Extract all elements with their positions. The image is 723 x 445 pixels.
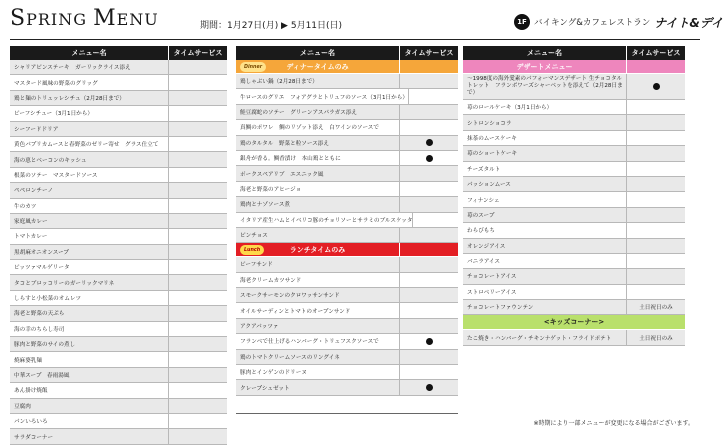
menu-item-name: ～1998度の海外愛素のパフォーマンスデザート 生チョコタルトレット フランボワーズシャーベットを添えて（2月28日まで） bbox=[463, 74, 627, 99]
table-row bbox=[10, 183, 227, 198]
menu-item-name: ストロベリーアイス bbox=[463, 285, 627, 299]
time-service-cell bbox=[169, 260, 227, 274]
time-service-dot-icon bbox=[653, 83, 660, 90]
menu-column-dinner-lunch bbox=[236, 46, 458, 414]
time-service-cell bbox=[169, 91, 227, 105]
table-row bbox=[10, 275, 227, 290]
time-service-cell bbox=[169, 291, 227, 305]
time-service-cell: 土日祝日のみ bbox=[639, 305, 673, 312]
table-row bbox=[463, 254, 685, 269]
menu-item-name: たこ焼き・ハンバーグ・チキンナゲット・フライドポテト bbox=[463, 330, 627, 344]
table-row bbox=[10, 137, 227, 152]
menu-item-name: チーズタルト bbox=[463, 162, 627, 176]
time-service-cell bbox=[400, 228, 458, 242]
time-service-cell bbox=[627, 192, 685, 206]
time-service-cell bbox=[400, 166, 458, 180]
menu-item-name: アクアパッツァ bbox=[236, 319, 400, 333]
dinner-menu-list bbox=[236, 74, 458, 243]
time-service-cell bbox=[627, 115, 685, 129]
kids-section-label: <キッズコーナー> bbox=[543, 318, 605, 327]
time-service-cell bbox=[627, 269, 685, 283]
menu-item-name: 中華スープ 春雨湯風 bbox=[10, 368, 169, 382]
menu-item-name: 苺のショートケーキ bbox=[463, 146, 627, 160]
time-service-cell bbox=[169, 106, 227, 120]
kids-section-header bbox=[463, 315, 685, 330]
menu-item-name: 鶏のタルタル 野菜と粒ソース添え bbox=[236, 136, 400, 150]
time-service-cell bbox=[400, 334, 458, 348]
time-service-cell bbox=[169, 60, 227, 74]
dessert-section-header bbox=[463, 60, 685, 74]
footnote: ※時期により一部メニューが変更になる場合がございます。 bbox=[533, 420, 694, 427]
menu-item-name: オイルサーディンとトマトのオープンサンド bbox=[236, 303, 400, 317]
time-service-cell bbox=[169, 429, 227, 443]
time-service-cell bbox=[409, 89, 458, 103]
time-service-cell bbox=[627, 223, 685, 237]
time-service-cell bbox=[400, 257, 458, 271]
header-rule bbox=[10, 39, 700, 40]
menu-item-name: フィナンシェ bbox=[463, 192, 627, 206]
menu-item-name: シャリアピンステーキ ガーリックライス添え bbox=[10, 60, 169, 74]
table-row bbox=[463, 100, 685, 115]
time-service-cell bbox=[400, 74, 458, 88]
menu-item-name: 苺のスープ bbox=[463, 208, 627, 222]
menu-item-name: チョコレートアイス bbox=[463, 269, 627, 283]
menu-item-name: しらすと小松菜のオムレツ bbox=[10, 291, 169, 305]
menu-item-name: トマトカレー bbox=[10, 229, 169, 243]
table-row bbox=[463, 239, 685, 254]
menu-item-name: わらびもち bbox=[463, 223, 627, 237]
menu-item-name: サラダコーナー bbox=[10, 429, 169, 443]
store-type: バイキング&カフェレストラン bbox=[534, 18, 651, 28]
moon-icon: Dinner bbox=[240, 62, 266, 72]
table-row bbox=[10, 214, 227, 229]
time-service-cell bbox=[400, 365, 458, 379]
sun-icon: Lunch bbox=[240, 245, 264, 255]
menu-item-name: 海老と野菜のアヒージョ bbox=[236, 182, 400, 196]
menu-item-name: シトロンショコラ bbox=[463, 115, 627, 129]
time-service-cell bbox=[169, 152, 227, 166]
table-row bbox=[463, 177, 685, 192]
floor-badge: 1F bbox=[514, 14, 530, 30]
table-row bbox=[10, 291, 227, 306]
time-service-cell bbox=[400, 288, 458, 302]
time-service-cell bbox=[169, 275, 227, 289]
time-service-cell bbox=[169, 414, 227, 428]
menu-item-name: ビーフシチュー（3月1日から） bbox=[10, 106, 169, 120]
time-service-cell bbox=[169, 322, 227, 336]
lunch-section-header bbox=[236, 243, 458, 257]
menu-item-name: ピンチョス bbox=[236, 228, 400, 242]
time-service-cell bbox=[169, 383, 227, 397]
menu-item-name: スモークサーモンのクロワッサンサンド bbox=[236, 288, 400, 302]
time-service-cell bbox=[627, 100, 685, 114]
time-service-cell bbox=[400, 197, 458, 211]
table-row bbox=[10, 260, 227, 275]
menu-item-name: バニラアイス bbox=[463, 254, 627, 268]
table-row bbox=[10, 414, 227, 429]
time-service-cell bbox=[400, 136, 458, 150]
time-service-cell bbox=[400, 120, 458, 134]
table-row bbox=[236, 350, 458, 365]
lunch-menu-list bbox=[236, 257, 458, 396]
time-service-dot-icon bbox=[426, 338, 433, 345]
table-row bbox=[10, 229, 227, 244]
menu-item-name: マスタード風味の野菜のグリッグ bbox=[10, 75, 169, 89]
menu-item-name: 鶏のトマトクリームソースのリングイネ bbox=[236, 350, 400, 364]
table-row bbox=[236, 213, 458, 228]
table-row bbox=[10, 306, 227, 321]
time-service-cell bbox=[400, 319, 458, 333]
table-row bbox=[463, 300, 685, 315]
time-service-cell bbox=[400, 273, 458, 287]
table-row bbox=[10, 383, 227, 398]
table-row bbox=[10, 429, 227, 444]
table-row bbox=[236, 120, 458, 135]
time-service-dot-icon bbox=[426, 384, 433, 391]
menu-item-name: チョコレートファウンテン bbox=[463, 300, 627, 314]
lunch-section-label: ランチタイムのみ bbox=[289, 245, 346, 254]
menu-item-name: 鶏しゃぶい鍋（2月28日まで） bbox=[236, 74, 400, 88]
table-row bbox=[463, 330, 685, 345]
table-row bbox=[10, 60, 227, 75]
menu-item-name: 家庭風カレー bbox=[10, 214, 169, 228]
menu-item-name: 真鯛のポワレ 鯛のリゾット添え 白ワインのソースで bbox=[236, 120, 400, 134]
table-row bbox=[236, 288, 458, 303]
table-row bbox=[463, 115, 685, 130]
table-row bbox=[10, 199, 227, 214]
time-service-cell bbox=[627, 146, 685, 160]
table-row bbox=[236, 166, 458, 181]
table-row bbox=[236, 257, 458, 272]
table-row bbox=[10, 368, 227, 383]
store-label bbox=[514, 13, 723, 31]
table-row bbox=[10, 168, 227, 183]
table-row bbox=[236, 380, 458, 395]
table-row bbox=[10, 337, 227, 352]
table-row bbox=[10, 106, 227, 121]
table-row bbox=[10, 245, 227, 260]
table-row bbox=[236, 74, 458, 89]
time-service-cell bbox=[627, 239, 685, 253]
time-service-cell bbox=[169, 337, 227, 351]
header-menu-name: メニュー名 bbox=[10, 46, 169, 60]
dinner-section-header bbox=[236, 60, 458, 74]
time-service-cell bbox=[627, 162, 685, 176]
time-service-cell bbox=[169, 75, 227, 89]
menu-item-name: あん掛け焼飯 bbox=[10, 383, 169, 397]
time-service-cell bbox=[627, 74, 685, 99]
table-row bbox=[10, 122, 227, 137]
table-row bbox=[463, 208, 685, 223]
time-service-cell bbox=[169, 229, 227, 243]
table-row bbox=[236, 151, 458, 166]
time-service-cell bbox=[169, 183, 227, 197]
table-row bbox=[10, 399, 227, 414]
menu-item-name: 苺のロールケーキ（3月1日から） bbox=[463, 100, 627, 114]
menu-item-name: オレンジアイス bbox=[463, 239, 627, 253]
menu-item-name: イタリア産生ハムとイベリコ豚のチョリソーとサラミのブルスケッタ bbox=[236, 213, 413, 227]
menu-item-name: シーフードドリア bbox=[10, 122, 169, 136]
menu-item-name: ビッツァマルゲリータ bbox=[10, 260, 169, 274]
time-service-cell bbox=[400, 380, 458, 394]
time-service-cell bbox=[627, 177, 685, 191]
menu-item-name: 黒胡麻オニオンスープ bbox=[10, 245, 169, 259]
time-service-cell bbox=[169, 352, 227, 366]
time-service-cell bbox=[169, 168, 227, 182]
header-time-service: タイムサービス bbox=[404, 49, 454, 57]
table-row bbox=[463, 74, 685, 100]
time-service-cell bbox=[627, 285, 685, 299]
menu-item-name: パンいろいろ bbox=[10, 414, 169, 428]
time-service-cell bbox=[169, 245, 227, 259]
dinner-section-label: ディナータイムのみ bbox=[286, 62, 349, 71]
table-row bbox=[236, 334, 458, 349]
menu-item-name: 鶏肉とナゾソース煮 bbox=[236, 197, 400, 211]
menu-item-name: パッションムース bbox=[463, 177, 627, 191]
time-service-cell bbox=[400, 151, 458, 165]
header-menu-name: メニュー名 bbox=[236, 46, 400, 60]
table-row bbox=[236, 273, 458, 288]
time-service-cell bbox=[169, 122, 227, 136]
menu-item-name: 鮭豆腐蛇のソテー グリーンアスパラガス添え bbox=[236, 105, 400, 119]
table-row bbox=[10, 322, 227, 337]
menu-item-name: 牛ロースのグリエ フォアグラとトリュフのソース（3月1日から） bbox=[236, 89, 409, 103]
menu-period: 期間：1月27日(月) ▶ 5月11日(日) bbox=[200, 21, 343, 31]
table-row bbox=[10, 352, 227, 367]
dessert-menu-list bbox=[463, 74, 685, 315]
table-row bbox=[236, 319, 458, 334]
menu-item-name: 豚肉と野菜のサイの煮し bbox=[10, 337, 169, 351]
menu-column-main bbox=[10, 46, 227, 441]
table-row bbox=[236, 105, 458, 120]
table-row bbox=[236, 136, 458, 151]
table-row bbox=[463, 192, 685, 207]
menu-item-name: 海老クリームカツサンド bbox=[236, 273, 400, 287]
time-service-cell bbox=[169, 368, 227, 382]
time-service-cell bbox=[400, 182, 458, 196]
table-row bbox=[10, 91, 227, 106]
store-name: ナイト&デイ bbox=[654, 15, 723, 30]
table-row bbox=[236, 89, 458, 104]
time-service-dot-icon bbox=[426, 139, 433, 146]
table-header bbox=[463, 46, 685, 60]
header-time-service: タイムサービス bbox=[173, 49, 223, 57]
menu-item-name: 焼麻婆乳麺 bbox=[10, 352, 169, 366]
menu-item-name: フランベで仕上げるハンバーグ・トリュフスクソースで bbox=[236, 334, 400, 348]
table-header bbox=[10, 46, 227, 60]
table-row bbox=[463, 223, 685, 238]
time-service-cell bbox=[400, 303, 458, 317]
table-row bbox=[10, 152, 227, 167]
time-service-cell bbox=[413, 213, 458, 227]
table-row bbox=[10, 75, 227, 90]
menu-item-name: 海の恵とベーコンのキッシュ bbox=[10, 152, 169, 166]
dessert-section-label: デザートメニュー bbox=[463, 60, 627, 73]
menu-item-name: 豆腐肉 bbox=[10, 399, 169, 413]
header-time-service: タイムサービス bbox=[631, 49, 681, 57]
time-service-cell bbox=[627, 254, 685, 268]
table-row bbox=[236, 182, 458, 197]
kids-menu-list bbox=[463, 330, 685, 345]
time-service-cell bbox=[400, 105, 458, 119]
table-row bbox=[236, 197, 458, 212]
time-service-cell bbox=[627, 131, 685, 145]
main-menu-list bbox=[10, 60, 227, 445]
time-service-cell bbox=[400, 350, 458, 364]
menu-item-name: 海老と野菜の天ぷら bbox=[10, 306, 169, 320]
menu-item-name: 抹茶のムースケーキ bbox=[463, 131, 627, 145]
menu-item-name: 根菜のソテー マスタードソース bbox=[10, 168, 169, 182]
menu-item-name: タコとブロッコリーのガーリックマリネ bbox=[10, 275, 169, 289]
header-menu-name: メニュー名 bbox=[463, 46, 627, 60]
time-service-cell: 土日祝日のみ bbox=[639, 335, 673, 342]
time-service-dot-icon bbox=[426, 155, 433, 162]
time-service-cell bbox=[627, 208, 685, 222]
menu-item-name: 牛のカツ bbox=[10, 199, 169, 213]
table-row bbox=[463, 269, 685, 284]
time-service-cell bbox=[169, 214, 227, 228]
table-row bbox=[463, 162, 685, 177]
menu-item-name: ペペロンチーノ bbox=[10, 183, 169, 197]
menu-item-name: ビーフサンド bbox=[236, 257, 400, 271]
time-service-cell bbox=[169, 199, 227, 213]
page-title: SPRING MENU bbox=[10, 6, 159, 31]
table-row bbox=[463, 285, 685, 300]
menu-header bbox=[0, 0, 723, 40]
table-row bbox=[236, 365, 458, 380]
table-header bbox=[236, 46, 458, 60]
menu-column-dessert bbox=[463, 46, 685, 414]
menu-item-name: 鶏と麺のトリュッレシチュ（2月28日まで） bbox=[10, 91, 169, 105]
table-row bbox=[463, 146, 685, 161]
menu-item-name: 豚肉とインゲンのドリーヌ bbox=[236, 365, 400, 379]
table-row bbox=[236, 228, 458, 243]
time-service-cell bbox=[169, 137, 227, 151]
menu-item-name: ポークスペアリブ エスニック風 bbox=[236, 166, 400, 180]
menu-item-name: 黄色パプリカムースと春野菜のゼリー寄せ グラス仕立て bbox=[10, 137, 169, 151]
time-service-cell bbox=[169, 399, 227, 413]
time-service-cell bbox=[169, 306, 227, 320]
menu-item-name: 銀舟が香る。鯛香漬け 本山鶏とともに bbox=[236, 151, 400, 165]
table-row bbox=[463, 131, 685, 146]
table-row bbox=[236, 303, 458, 318]
menu-item-name: 海の幸のちらし寿司 bbox=[10, 322, 169, 336]
menu-item-name: クレープシュゼット bbox=[236, 380, 400, 394]
